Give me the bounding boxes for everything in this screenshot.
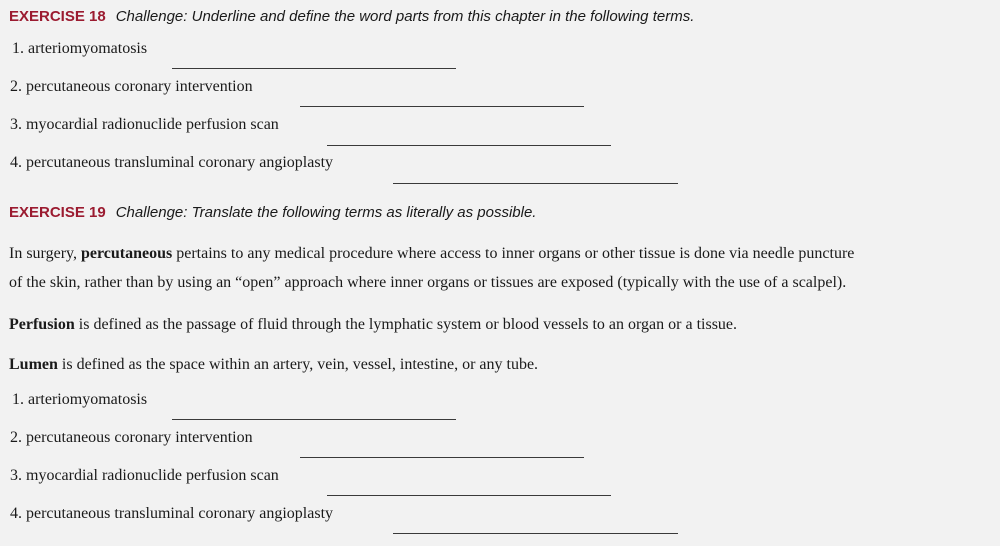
exercise-18-title: Challenge: Underline and define the word parts from this chapter in the following terms.: [115, 8, 695, 25]
exercise-19-heading: [9, 204, 536, 222]
exercise-19-title: Challenge: Translate the following terms as literally as possible.: [115, 204, 537, 221]
ex18-answer-line-4[interactable]: [393, 183, 678, 184]
definition-text: of the skin, rather than by using an “open” approach where inner organs or tissues are exposed (typically with the use of a scalpel).: [9, 274, 847, 291]
exercise-19-label: EXERCISE 19: [9, 204, 106, 221]
definition-percutaneous: [9, 239, 994, 297]
ex19-term-2: 2. percutaneous coronary intervention: [10, 429, 253, 446]
ex19-answer-line-4[interactable]: [393, 533, 678, 534]
ex18-term-4: 4. percutaneous transluminal coronary angioplasty: [10, 154, 334, 171]
ex18-term-2: 2. percutaneous coronary intervention: [10, 78, 253, 95]
ex18-answer-line-1[interactable]: [172, 68, 456, 69]
definition-term-lumen: Lumen: [9, 356, 58, 373]
ex19-term-4: 4. percutaneous transluminal coronary angioplasty: [10, 505, 334, 522]
ex19-term-1: 1. arteriomyomatosis: [12, 391, 148, 408]
definition-text: pertains to any medical procedure where access to inner organs or other tissue is done via needle puncture: [172, 245, 855, 262]
ex19-answer-line-1[interactable]: [172, 419, 456, 420]
ex18-term-3: 3. myocardial radionuclide perfusion scan: [10, 116, 279, 133]
definition-lumen: [9, 350, 994, 379]
exercise-18-heading: [9, 8, 694, 26]
definition-text: is defined as the passage of fluid through the lymphatic system or blood vessels to an organ or a tissue.: [74, 316, 738, 333]
definition-perfusion: [9, 310, 994, 339]
ex18-answer-line-3[interactable]: [327, 145, 611, 146]
ex19-answer-line-2[interactable]: [300, 457, 584, 458]
ex18-term-1: 1. arteriomyomatosis: [12, 40, 148, 57]
exercise-18-label: EXERCISE 18: [9, 8, 106, 25]
ex19-term-3: 3. myocardial radionuclide perfusion scan: [10, 467, 279, 484]
definition-term-percutaneous: percutaneous: [80, 245, 173, 262]
definition-text: In surgery,: [9, 245, 81, 262]
definition-term-perfusion: Perfusion: [9, 316, 75, 333]
ex19-answer-line-3[interactable]: [327, 495, 611, 496]
definition-text: is defined as the space within an artery, vein, vessel, intestine, or any tube.: [57, 356, 539, 373]
ex18-answer-line-2[interactable]: [300, 106, 584, 107]
